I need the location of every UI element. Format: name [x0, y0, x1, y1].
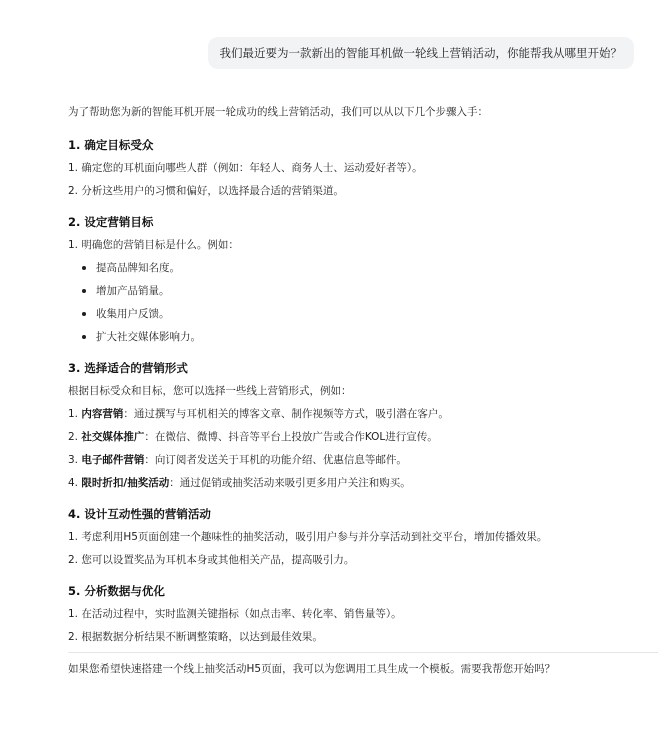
list-number: 1.: [68, 408, 82, 420]
section-title: 3. 选择适合的营销形式: [68, 361, 188, 375]
list-item-keyword: 社交媒体推广: [81, 431, 145, 443]
user-message-bubble: 我们最近要为一款新出的智能耳机做一轮线上营销活动，你能帮我从哪里开始？: [208, 37, 635, 69]
list-item-text: ：向订阅者发送关于耳机的功能介绍、优惠信息等邮件。: [144, 454, 407, 466]
user-message-row: [208, 37, 635, 69]
section-marketing-forms: [68, 359, 658, 491]
list-item: 1. 明确您的营销目标是什么。例如：: [68, 239, 239, 251]
list-item: 1. 考虑利用H5页面创建一个趣味性的抽奖活动，吸引用户参与并分享活动到社交平台，增加传播效果。: [68, 531, 548, 543]
section-title: 5. 分析数据与优化: [68, 584, 165, 598]
list-item-keyword: 电子邮件营销: [81, 454, 145, 466]
section-title: 1. 确定目标受众: [68, 138, 154, 152]
assistant-intro: 为了帮助您为新的智能耳机开展一轮成功的线上营销活动，我们可以从以下几个步骤入手：: [68, 106, 488, 118]
section-intro: 根据目标受众和目标，您可以选择一些线上营销形式，例如：: [68, 385, 352, 397]
list-item: [68, 475, 658, 491]
list-item-text: ：在微信、微博、抖音等平台上投放广告或合作KOL进行宣传。: [144, 431, 438, 443]
list-number: 2.: [68, 431, 82, 443]
section-target-audience: [68, 136, 658, 199]
bullet-item: 提高品牌知名度。: [82, 260, 658, 276]
section-interactive-campaign: [68, 505, 658, 568]
list-item: 1. 确定您的耳机面向哪些人群（例如：年轻人、商务人士、运动爱好者等）。: [68, 162, 423, 174]
list-item: 1. 在活动过程中，实时监测关键指标（如点击率、转化率、销售量等）。: [68, 608, 402, 620]
list-item: [68, 406, 658, 422]
section-marketing-goals: [68, 213, 658, 345]
bullet-item: 扩大社交媒体影响力。: [82, 329, 658, 345]
list-item-keyword: 限时折扣/抽奖活动: [81, 477, 170, 489]
section-title: 4. 设计互动性强的营销活动: [68, 507, 211, 521]
list-number: 3.: [68, 454, 82, 466]
section-title: 2. 设定营销目标: [68, 215, 154, 229]
list-item: 2. 根据数据分析结果不断调整策略，以达到最佳效果。: [68, 631, 323, 643]
list-item-text: ：通过促销或抽奖活动来吸引更多用户关注和购买。: [169, 477, 411, 489]
list-item-keyword: 内容营销: [81, 408, 124, 420]
bullet-item: 收集用户反馈。: [82, 306, 658, 322]
bullet-item: 增加产品销量。: [82, 283, 658, 299]
assistant-message: [68, 104, 658, 677]
list-item: [68, 429, 658, 445]
list-item: 2. 分析这些用户的习惯和偏好，以选择最合适的营销渠道。: [68, 185, 344, 197]
list-item: 2. 您可以设置奖品为耳机本身或其他相关产品，提高吸引力。: [68, 554, 355, 566]
list-number: 4.: [68, 477, 82, 489]
list-item: [68, 452, 658, 468]
section-data-analysis: [68, 582, 658, 645]
list-item-text: ：通过撰写与耳机相关的博客文章、制作视频等方式，吸引潜在客户。: [123, 408, 449, 420]
bullet-list: [68, 260, 658, 345]
assistant-outro: 如果您希望快速搭建一个线上抽奖活动H5页面，我可以为您调用工具生成一个模板。需要我帮您开始吗？: [68, 663, 556, 675]
divider: [68, 652, 658, 653]
